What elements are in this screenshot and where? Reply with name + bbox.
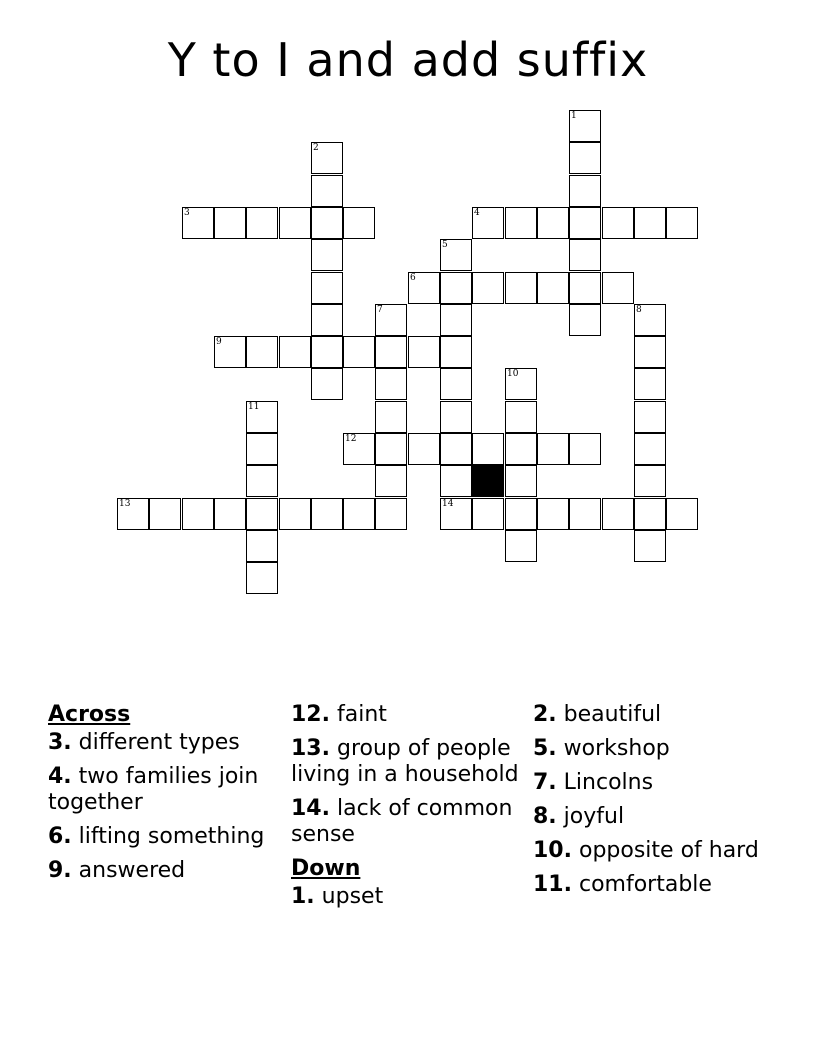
clue-text: beautiful: [563, 702, 662, 727]
grid-cell[interactable]: [375, 498, 407, 530]
clue-number: 8.: [533, 804, 557, 829]
across-heading: Across: [48, 702, 131, 727]
clue-down-10: [533, 838, 765, 864]
clue-text: two families join together: [48, 764, 259, 815]
grid-cell[interactable]: [505, 368, 537, 400]
grid-cell[interactable]: [246, 562, 278, 594]
grid-cell[interactable]: [117, 498, 149, 530]
grid-cell[interactable]: [569, 142, 601, 174]
black-cell: [472, 465, 504, 497]
clue-number: 6.: [48, 824, 72, 849]
grid-cell[interactable]: [537, 498, 569, 530]
clue-number: 2.: [533, 702, 557, 727]
grid-cell[interactable]: [311, 304, 343, 336]
grid-cell[interactable]: [537, 433, 569, 465]
grid-cell[interactable]: [634, 401, 666, 433]
cell-number: 13: [119, 499, 131, 509]
grid-cell[interactable]: [440, 304, 472, 336]
grid-cell[interactable]: [569, 239, 601, 271]
grid-cell[interactable]: [343, 207, 375, 239]
cell-number: 4: [474, 208, 480, 218]
clue-text: upset: [321, 884, 384, 909]
grid-cell[interactable]: [634, 530, 666, 562]
grid-cell[interactable]: [375, 433, 407, 465]
cell-number: 14: [442, 499, 454, 509]
clue-number: 12.: [291, 702, 330, 727]
clue-number: 3.: [48, 730, 72, 755]
grid-cell[interactable]: [505, 530, 537, 562]
grid-cell[interactable]: [246, 433, 278, 465]
grid-cell[interactable]: [408, 336, 440, 368]
grid-cell[interactable]: [569, 304, 601, 336]
grid-cell[interactable]: [440, 465, 472, 497]
grid-cell[interactable]: [440, 401, 472, 433]
clue-number: 13.: [291, 736, 330, 761]
grid-cell[interactable]: [537, 272, 569, 304]
cell-number: 1: [571, 111, 577, 121]
cell-number: 12: [345, 434, 357, 444]
clue-number: 1.: [291, 884, 315, 909]
grid-cell[interactable]: [343, 336, 375, 368]
grid-cell[interactable]: [634, 336, 666, 368]
grid-cell[interactable]: [375, 368, 407, 400]
clue-text: faint: [336, 702, 387, 727]
grid-cell[interactable]: [408, 272, 440, 304]
clue-number: 11.: [533, 872, 572, 897]
grid-cell[interactable]: [569, 498, 601, 530]
grid-cell[interactable]: [311, 142, 343, 174]
grid-cell[interactable]: [279, 336, 311, 368]
clue-across-14: [291, 796, 523, 848]
grid-cell[interactable]: [440, 336, 472, 368]
grid-cell[interactable]: [472, 207, 504, 239]
grid-cell[interactable]: [634, 207, 666, 239]
grid-cell[interactable]: [375, 401, 407, 433]
clue-text: opposite of hard: [578, 838, 759, 863]
clue-text: different types: [78, 730, 240, 755]
grid-cell[interactable]: [666, 498, 698, 530]
grid-cell[interactable]: [440, 272, 472, 304]
clue-text: lack of common sense: [291, 796, 513, 847]
clue-across-3: [48, 730, 280, 756]
grid-cell[interactable]: [279, 207, 311, 239]
grid-cell[interactable]: [569, 272, 601, 304]
cell-number: 6: [410, 273, 416, 283]
clue-number: 14.: [291, 796, 330, 821]
clue-number: 5.: [533, 736, 557, 761]
grid-cell[interactable]: [311, 272, 343, 304]
grid-cell[interactable]: [214, 498, 246, 530]
clue-down-2: [533, 702, 765, 728]
clue-number: 10.: [533, 838, 572, 863]
grid-cell[interactable]: [440, 433, 472, 465]
clue-text: comfortable: [578, 872, 712, 897]
grid-cell[interactable]: [311, 239, 343, 271]
clue-text: joyful: [563, 804, 625, 829]
grid-cell[interactable]: [537, 207, 569, 239]
clue-across-9: [48, 858, 280, 884]
grid-cell[interactable]: [408, 433, 440, 465]
grid-cell[interactable]: [472, 498, 504, 530]
clue-text: group of people living in a household: [291, 736, 519, 787]
grid-cell[interactable]: [634, 304, 666, 336]
grid-cell[interactable]: [602, 207, 634, 239]
grid-cell[interactable]: [440, 239, 472, 271]
grid-cell[interactable]: [472, 433, 504, 465]
grid-cell[interactable]: [214, 336, 246, 368]
clue-down-1: [291, 884, 523, 910]
grid-cell[interactable]: [634, 433, 666, 465]
grid-cell[interactable]: [149, 498, 181, 530]
grid-cell[interactable]: [440, 498, 472, 530]
cell-number: 5: [442, 240, 448, 250]
clue-text: lifting something: [78, 824, 265, 849]
grid-cell[interactable]: [505, 207, 537, 239]
grid-cell[interactable]: [182, 207, 214, 239]
grid-cell[interactable]: [505, 401, 537, 433]
grid-cell[interactable]: [505, 465, 537, 497]
cell-number: 8: [636, 305, 642, 315]
page-title: Y to I and add suffix: [167, 33, 649, 87]
clue-down-8: [533, 804, 765, 830]
grid-cell[interactable]: [246, 401, 278, 433]
grid-cell[interactable]: [569, 175, 601, 207]
grid-cell[interactable]: [634, 465, 666, 497]
clue-column-1: [48, 702, 280, 892]
clue-column-2: [291, 702, 523, 918]
grid-cell[interactable]: [666, 207, 698, 239]
grid-cell[interactable]: [602, 272, 634, 304]
cell-number: 9: [216, 337, 222, 347]
clue-text: answered: [78, 858, 186, 883]
grid-cell[interactable]: [182, 498, 214, 530]
cell-number: 7: [377, 305, 383, 315]
clue-column-3: [533, 702, 765, 906]
clue-across-12: [291, 702, 523, 728]
grid-cell[interactable]: [343, 433, 375, 465]
cell-number: 10: [507, 369, 519, 379]
grid-cell[interactable]: [440, 368, 472, 400]
cell-number: 11: [248, 402, 260, 412]
clue-text: Lincolns: [563, 770, 654, 795]
grid-cell[interactable]: [311, 336, 343, 368]
down-heading: Down: [291, 856, 361, 881]
grid-cell[interactable]: [634, 498, 666, 530]
grid-cell[interactable]: [602, 498, 634, 530]
grid-cell[interactable]: [569, 207, 601, 239]
cell-number: 3: [184, 208, 190, 218]
cell-number: 2: [313, 143, 319, 153]
grid-cell[interactable]: [375, 465, 407, 497]
grid-cell[interactable]: [375, 336, 407, 368]
clue-number: 9.: [48, 858, 72, 883]
clue-number: 7.: [533, 770, 557, 795]
clue-across-4: [48, 764, 280, 816]
grid-cell[interactable]: [214, 207, 246, 239]
grid-cell[interactable]: [634, 368, 666, 400]
clue-number: 4.: [48, 764, 72, 789]
grid-cell[interactable]: [311, 498, 343, 530]
grid-cell[interactable]: [279, 498, 311, 530]
grid-cell[interactable]: [569, 110, 601, 142]
grid-cell[interactable]: [505, 433, 537, 465]
clue-across-13: [291, 736, 523, 788]
clue-down-11: [533, 872, 765, 898]
grid-cell[interactable]: [375, 304, 407, 336]
clue-text: workshop: [563, 736, 670, 761]
grid-cell[interactable]: [343, 498, 375, 530]
grid-cell[interactable]: [246, 465, 278, 497]
grid-cell[interactable]: [246, 336, 278, 368]
grid-cell[interactable]: [311, 207, 343, 239]
grid-cell[interactable]: [311, 175, 343, 207]
grid-cell[interactable]: [472, 272, 504, 304]
grid-cell[interactable]: [246, 498, 278, 530]
grid-cell[interactable]: [569, 433, 601, 465]
grid-cell[interactable]: [246, 207, 278, 239]
grid-cell[interactable]: [505, 498, 537, 530]
clue-down-5: [533, 736, 765, 762]
grid-cell[interactable]: [311, 368, 343, 400]
clue-across-6: [48, 824, 280, 850]
grid-cell[interactable]: [246, 530, 278, 562]
grid-cell[interactable]: [505, 272, 537, 304]
clue-down-7: [533, 770, 765, 796]
